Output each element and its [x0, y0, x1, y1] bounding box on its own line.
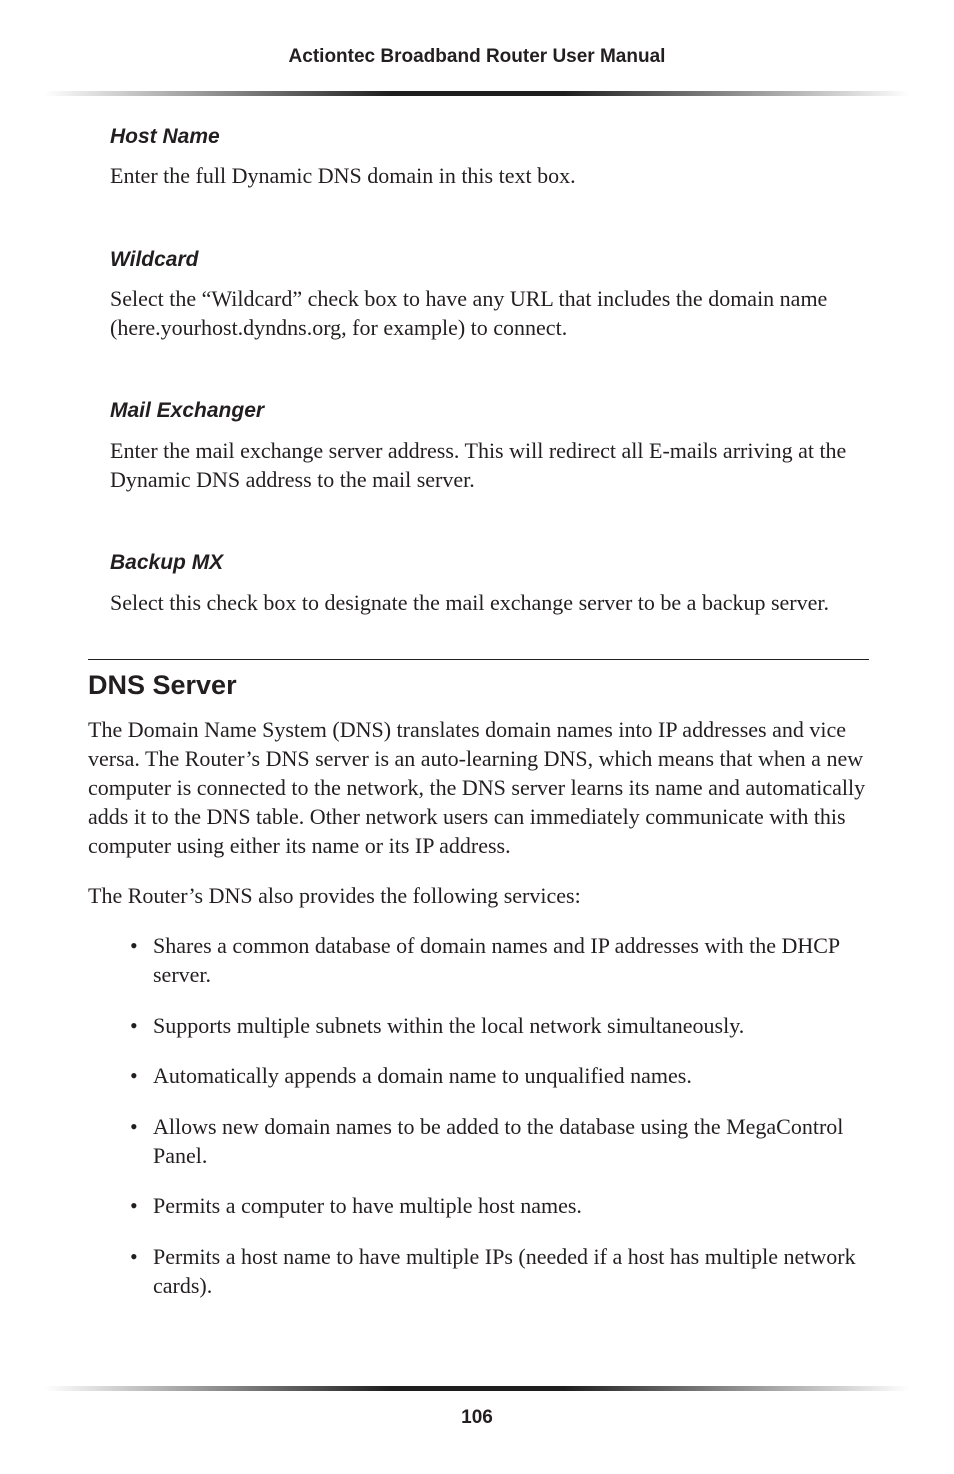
running-header: Actiontec Broadband Router User Manual	[288, 46, 666, 67]
bullet-marker: •	[130, 1114, 138, 1139]
bullet-marker: •	[130, 1013, 138, 1038]
header-rule	[44, 91, 910, 96]
footer-rule	[44, 1386, 910, 1391]
bullet-marker: •	[130, 1063, 138, 1088]
dns-intro-paragraph: The Domain Name System (DNS) translates domain names into IP addresses and vice versa. The Router’s DNS server is an auto-learning DNS, which means that when a new computer is connected to the network, the DNS server learns its name and automatically adds it to the DNS table. Other network users can immediately communicate with this computer using either its name or its IP address.	[88, 717, 866, 858]
mail-exchanger-heading: Mail Exchanger	[110, 399, 265, 422]
bullet-marker: •	[130, 1193, 138, 1218]
list-item: Allows new domain names to be added to the database using the MegaControl Panel.	[153, 1114, 844, 1168]
list-item: Permits a computer to have multiple host names.	[153, 1193, 582, 1218]
backup-mx-body: Select this check box to designate the mail exchange server to be a backup server.	[110, 590, 830, 615]
mail-exchanger-body: Enter the mail exchange server address. This will redirect all E-mails arriving at the Dynamic DNS address to the mail server.	[110, 438, 847, 492]
dns-services-lead: The Router’s DNS also provides the following services:	[88, 883, 581, 908]
list-item: Supports multiple subnets within the local network simultaneously.	[153, 1013, 745, 1038]
wildcard-body: Select the “Wildcard” check box to have any URL that includes the domain name (here.yourhost.dyndns.org, for example) to connect.	[110, 286, 828, 340]
host-name-body: Enter the full Dynamic DNS domain in this text box.	[110, 163, 576, 188]
list-item: Automatically appends a domain name to unqualified names.	[153, 1063, 692, 1088]
page-number: 106	[461, 1407, 493, 1428]
section-divider	[88, 659, 869, 660]
host-name-heading: Host Name	[110, 125, 220, 148]
section-title: DNS Server	[88, 670, 237, 700]
wildcard-heading: Wildcard	[110, 248, 199, 271]
bullet-marker: •	[130, 1244, 138, 1269]
backup-mx-heading: Backup MX	[110, 551, 224, 574]
list-item: Shares a common database of domain names and IP addresses with the DHCP server.	[153, 933, 840, 987]
bullet-marker: •	[130, 933, 138, 958]
list-item: Permits a host name to have multiple IPs (needed if a host has multiple network cards).	[153, 1244, 856, 1298]
